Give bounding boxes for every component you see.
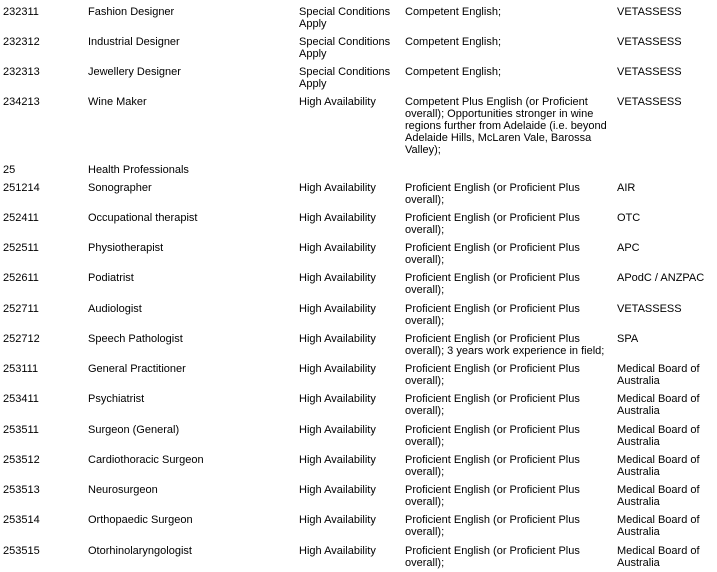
availability: High Availability	[299, 303, 376, 315]
availability: High Availability	[299, 424, 376, 436]
conditions: Proficient English (or Proficient Plus overall);	[405, 545, 580, 569]
assessing-authority: VETASSESS	[617, 96, 682, 108]
assessing-authority: VETASSESS	[617, 66, 682, 78]
assessing-authority: SPA	[617, 333, 639, 345]
conditions: Proficient English (or Proficient Plus overall);	[405, 303, 580, 327]
conditions: Proficient English (or Proficient Plus overall);	[405, 363, 580, 387]
availability: High Availability	[299, 454, 376, 466]
assessing-authority: AIR	[617, 182, 636, 194]
occupation-name: Industrial Designer	[88, 36, 180, 48]
occupation-code: 252611	[3, 272, 39, 284]
table-row	[0, 272, 717, 302]
table-row	[0, 303, 717, 333]
occupation-name: Cardiothoracic Surgeon	[88, 454, 204, 466]
table-row	[0, 6, 717, 36]
group-name: Health Professionals	[88, 164, 189, 176]
occupation-code: 252511	[3, 242, 39, 254]
conditions: Proficient English (or Proficient Plus overall);	[405, 424, 580, 448]
occupation-name: Neurosurgeon	[88, 484, 158, 496]
occupation-code: 252712	[3, 333, 40, 345]
conditions: Competent English;	[405, 6, 501, 18]
occupation-name: Audiologist	[88, 303, 142, 315]
conditions: Competent Plus English (or Proficient overall); Opportunities stronger in wine regions further from Adelaide (i.e. beyond Adelaide Hills, McLaren Vale, Barossa Valley);	[405, 96, 607, 156]
table-row-group-header	[0, 164, 717, 182]
occupation-code: 234213	[3, 96, 40, 108]
assessing-authority: VETASSESS	[617, 36, 682, 48]
occupation-name: Speech Pathologist	[88, 333, 183, 345]
table-row	[0, 454, 717, 484]
occupation-name: Orthopaedic Surgeon	[88, 514, 193, 526]
occupation-name: Occupational therapist	[88, 212, 198, 224]
occupation-name: General Practitioner	[88, 363, 186, 375]
availability: High Availability	[299, 393, 376, 405]
availability: Special Conditions Apply	[299, 36, 391, 60]
table-row	[0, 242, 717, 272]
assessing-authority: VETASSESS	[617, 303, 682, 315]
occupation-name: Jewellery Designer	[88, 66, 181, 78]
assessing-authority: OTC	[617, 212, 641, 224]
assessing-authority: VETASSESS	[617, 6, 682, 18]
conditions: Proficient English (or Proficient Plus overall);	[405, 454, 580, 478]
assessing-authority: Medical Board of Australia	[617, 514, 700, 538]
conditions: Proficient English (or Proficient Plus overall);	[405, 272, 580, 296]
conditions: Proficient English (or Proficient Plus overall);	[405, 242, 580, 266]
occupation-code: 232311	[3, 6, 39, 18]
availability: High Availability	[299, 484, 376, 496]
table-row	[0, 212, 717, 242]
occupation-name: Fashion Designer	[88, 6, 175, 18]
availability: High Availability	[299, 242, 376, 254]
availability: High Availability	[299, 212, 376, 224]
occupation-code: 253514	[3, 514, 40, 526]
occupation-code: 253511	[3, 424, 39, 436]
availability: Special Conditions Apply	[299, 6, 391, 30]
conditions: Competent English;	[405, 66, 501, 78]
occupation-name: Psychiatrist	[88, 393, 145, 405]
occupation-code: 251214	[3, 182, 40, 194]
conditions: Proficient English (or Proficient Plus overall); 3 years work experience in field;	[405, 333, 605, 357]
table-row	[0, 36, 717, 66]
conditions: Proficient English (or Proficient Plus overall);	[405, 514, 580, 538]
occupation-name: Sonographer	[88, 182, 152, 194]
conditions: Proficient English (or Proficient Plus overall);	[405, 393, 580, 417]
occupation-code: 253411	[3, 393, 39, 405]
conditions: Proficient English (or Proficient Plus overall);	[405, 212, 580, 236]
assessing-authority: APC	[617, 242, 640, 254]
occupation-name: Otorhinolaryngologist	[88, 545, 192, 557]
table-row	[0, 363, 717, 393]
conditions: Competent English;	[405, 36, 501, 48]
availability: High Availability	[299, 333, 376, 345]
table-row	[0, 514, 717, 544]
availability: High Availability	[299, 272, 376, 284]
availability: High Availability	[299, 182, 376, 194]
assessing-authority: Medical Board of Australia	[617, 454, 700, 478]
group-code: 25	[3, 164, 16, 176]
table-row	[0, 96, 717, 162]
occupation-code: 253111	[3, 363, 39, 375]
availability: High Availability	[299, 545, 376, 557]
occupation-code: 253513	[3, 484, 40, 496]
table-row	[0, 484, 717, 514]
assessing-authority: Medical Board of Australia	[617, 363, 700, 387]
assessing-authority: Medical Board of Australia	[617, 424, 700, 448]
conditions: Proficient English (or Proficient Plus overall);	[405, 182, 580, 206]
availability: High Availability	[299, 514, 376, 526]
occupation-name: Surgeon (General)	[88, 424, 180, 436]
table-row	[0, 66, 717, 96]
table-row	[0, 545, 717, 572]
occupation-name: Physiotherapist	[88, 242, 164, 254]
assessing-authority: APodC / ANZPAC	[617, 272, 705, 284]
table-row	[0, 182, 717, 212]
assessing-authority: Medical Board of Australia	[617, 393, 700, 417]
conditions: Proficient English (or Proficient Plus overall);	[405, 484, 580, 508]
occupation-code: 253515	[3, 545, 40, 557]
occupation-name: Wine Maker	[88, 96, 147, 108]
assessing-authority: Medical Board of Australia	[617, 484, 700, 508]
assessing-authority: Medical Board of Australia	[617, 545, 700, 569]
occupation-code: 252411	[3, 212, 39, 224]
occupation-code: 253512	[3, 454, 40, 466]
occupation-code: 252711	[3, 303, 39, 315]
table-row	[0, 393, 717, 423]
occupation-name: Podiatrist	[88, 272, 134, 284]
availability: High Availability	[299, 96, 376, 108]
table-row	[0, 333, 717, 363]
occupation-code: 232313	[3, 66, 40, 78]
table-row	[0, 424, 717, 454]
occupation-code: 232312	[3, 36, 40, 48]
availability: Special Conditions Apply	[299, 66, 391, 90]
availability: High Availability	[299, 363, 376, 375]
